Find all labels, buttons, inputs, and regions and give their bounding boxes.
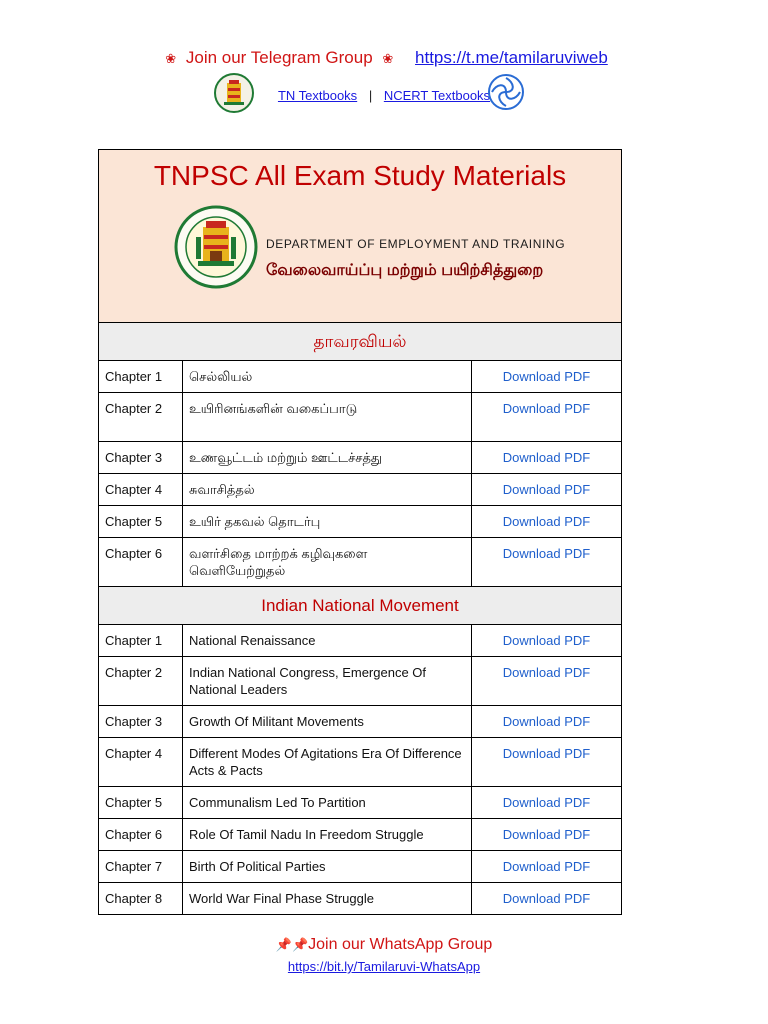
table-row	[99, 361, 621, 393]
topic-cell: உயிரினங்களின் வகைப்பாடு	[183, 393, 472, 441]
topic-cell: செல்லியல்	[183, 361, 472, 392]
download-pdf-link[interactable]: Download PDF	[502, 633, 591, 648]
chapter-cell: Chapter 3	[99, 442, 183, 473]
download-pdf-link[interactable]: Download PDF	[502, 891, 591, 906]
doc-header	[99, 150, 621, 323]
download-pdf-link[interactable]: Download PDF	[502, 482, 591, 497]
chapter-cell: Chapter 2	[99, 657, 183, 705]
section-title: Indian National Movement	[99, 587, 621, 625]
chapter-cell: Chapter 1	[99, 625, 183, 656]
topic-cell: சுவாசித்தல்	[183, 474, 472, 505]
ncert-logo-icon	[486, 72, 526, 112]
download-pdf-link[interactable]: Download PDF	[502, 401, 591, 416]
chapter-cell: Chapter 1	[99, 361, 183, 392]
download-pdf-link[interactable]: Download PDF	[502, 859, 591, 874]
chapter-cell: Chapter 4	[99, 738, 183, 786]
chapter-cell: Chapter 7	[99, 851, 183, 882]
table-row	[99, 538, 621, 587]
table-row	[99, 393, 621, 442]
chapter-cell: Chapter 4	[99, 474, 183, 505]
download-pdf-link[interactable]: Download PDF	[502, 514, 591, 529]
topic-cell: உணவூட்டம் மற்றும் ஊட்டச்சத்து	[183, 442, 472, 473]
table-row	[99, 506, 621, 538]
chapter-cell: Chapter 8	[99, 883, 183, 914]
topic-cell: Indian National Congress, Emergence Of National Leaders	[183, 657, 472, 705]
telegram-link[interactable]: https://t.me/tamilaruviweb	[415, 48, 608, 67]
download-pdf-link[interactable]: Download PDF	[502, 795, 591, 810]
telegram-text: Join our Telegram Group	[185, 48, 373, 67]
whatsapp-banner	[0, 936, 768, 954]
download-pdf-link[interactable]: Download PDF	[502, 546, 591, 561]
rose-icon: ❀	[165, 51, 177, 66]
table-row	[99, 442, 621, 474]
download-pdf-link[interactable]: Download PDF	[502, 450, 591, 465]
chapter-cell: Chapter 5	[99, 506, 183, 537]
table-row	[99, 706, 621, 738]
download-pdf-link[interactable]: Download PDF	[502, 369, 591, 384]
tn-textbooks-link[interactable]: TN Textbooks	[277, 88, 358, 103]
topic-cell: உயிர் தகவல் தொடர்பு	[183, 506, 472, 537]
topic-cell: Birth Of Political Parties	[183, 851, 472, 882]
download-pdf-link[interactable]: Download PDF	[502, 827, 591, 842]
dept-name-tamil: வேலைவாய்ப்பு மற்றும் பயிற்சித்துறை	[266, 262, 544, 279]
rose-icon: ❀	[382, 51, 394, 66]
topic-cell: Role Of Tamil Nadu In Freedom Struggle	[183, 819, 472, 850]
whatsapp-text: Join our WhatsApp Group	[308, 936, 493, 953]
table-row	[99, 657, 621, 706]
topic-cell: Growth Of Militant Movements	[183, 706, 472, 737]
tamilnadu-emblem-icon	[174, 205, 258, 289]
topic-cell: வளர்சிதை மாற்றக் கழிவுகளை வெளியேற்றுதல்	[183, 538, 472, 586]
table-row	[99, 474, 621, 506]
topic-cell: Communalism Led To Partition	[183, 787, 472, 818]
chapter-cell: Chapter 3	[99, 706, 183, 737]
study-materials-table	[98, 149, 622, 915]
chapter-cell: Chapter 6	[99, 819, 183, 850]
topic-cell: World War Final Phase Struggle	[183, 883, 472, 914]
download-pdf-link[interactable]: Download PDF	[502, 665, 591, 680]
table-row	[99, 738, 621, 787]
topic-cell: Different Modes Of Agitations Era Of Difference Acts & Pacts	[183, 738, 472, 786]
topic-cell: National Renaissance	[183, 625, 472, 656]
table-row	[99, 883, 621, 914]
download-pdf-link[interactable]: Download PDF	[502, 714, 591, 729]
textbook-links	[0, 88, 768, 103]
link-separator: |	[368, 88, 373, 103]
chapter-cell: Chapter 2	[99, 393, 183, 441]
ncert-textbooks-link[interactable]: NCERT Textbooks	[383, 88, 491, 103]
whatsapp-link[interactable]: https://bit.ly/Tamilaruvi-WhatsApp	[287, 959, 481, 974]
pushpin-icon: 📌	[275, 937, 292, 952]
chapter-cell: Chapter 5	[99, 787, 183, 818]
table-row	[99, 787, 621, 819]
pushpin-icon: 📌	[291, 937, 309, 952]
dept-name-english: DEPARTMENT OF EMPLOYMENT AND TRAINING	[266, 237, 566, 251]
whatsapp-link-row	[0, 959, 768, 974]
table-row	[99, 819, 621, 851]
doc-title: TNPSC All Exam Study Materials	[153, 160, 567, 191]
table-row	[99, 625, 621, 657]
telegram-banner	[0, 48, 768, 68]
download-pdf-link[interactable]: Download PDF	[502, 746, 591, 761]
chapter-cell: Chapter 6	[99, 538, 183, 586]
section-title: தாவரவியல்	[99, 323, 621, 361]
table-row	[99, 851, 621, 883]
